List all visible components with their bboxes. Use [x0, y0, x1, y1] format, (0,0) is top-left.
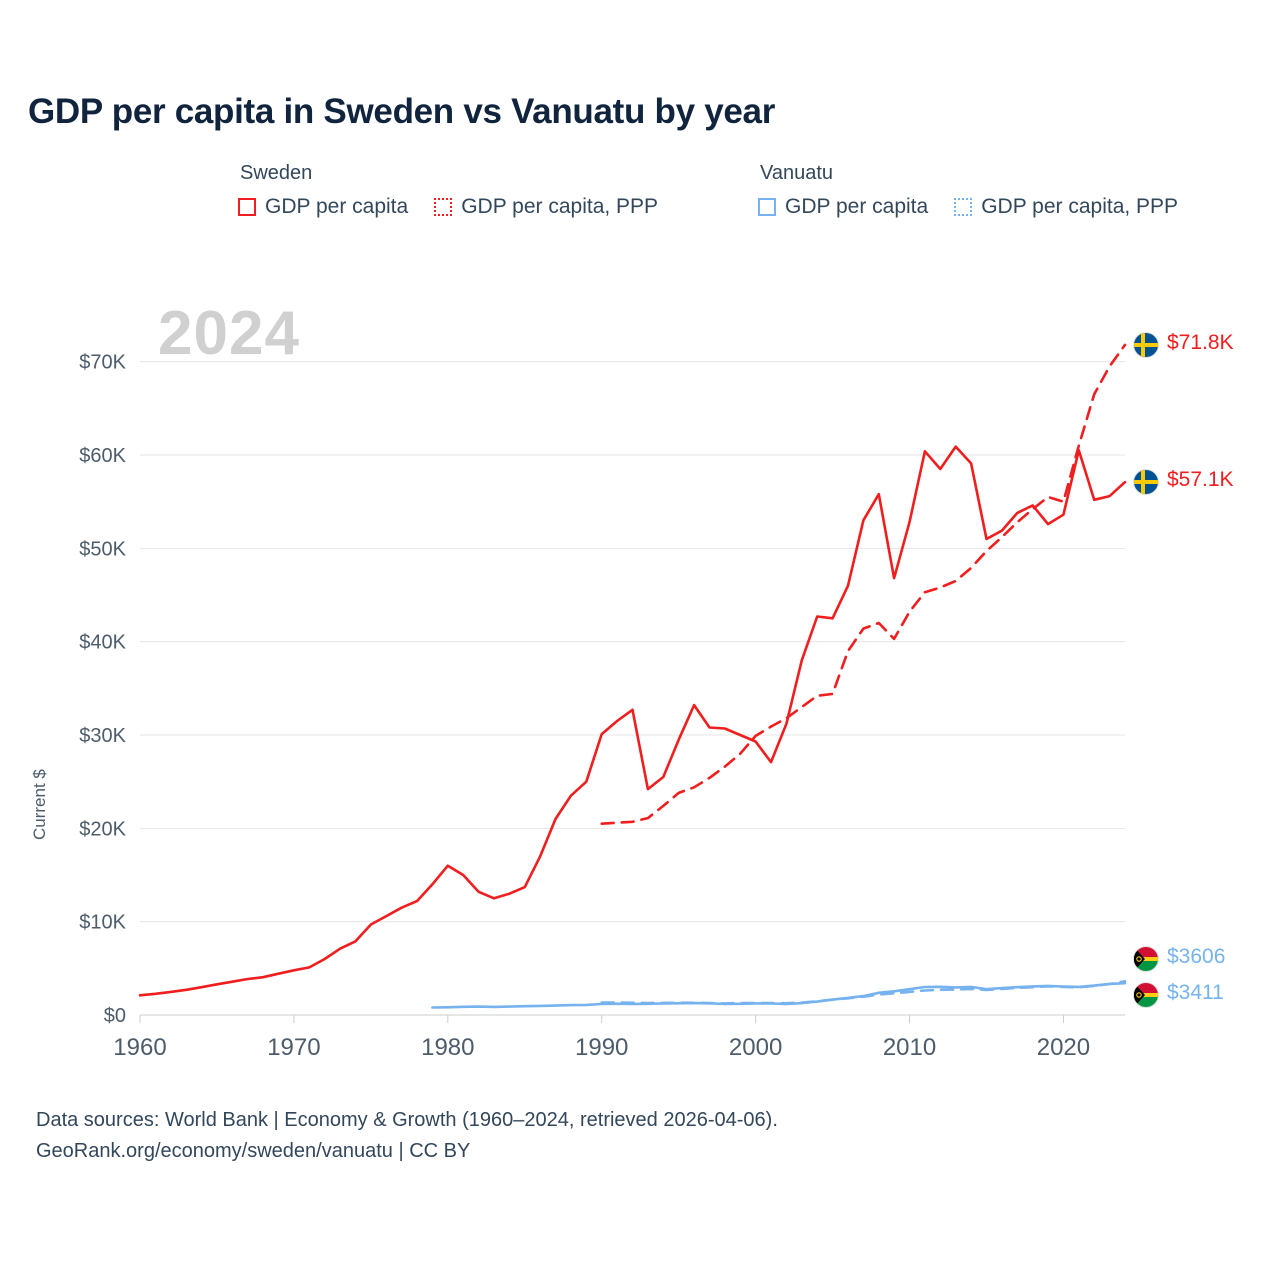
- plot-area: [0, 270, 1280, 1060]
- svg-text:$0: $0: [103, 1005, 126, 1027]
- legend-label-vanuatu-ppp: GDP per capita, PPP: [981, 195, 1179, 218]
- series-line-3: [602, 981, 1125, 1003]
- legend-item-vanuatu-ppp[interactable]: [954, 195, 1178, 219]
- svg-text:2010: 2010: [882, 1034, 937, 1060]
- sweden-flag-icon-ppp: [1133, 332, 1159, 358]
- legend-swatch-solid-red-icon: [238, 198, 256, 216]
- end-label-sweden-gdp: $57.1K: [1167, 468, 1234, 492]
- svg-text:1970: 1970: [267, 1034, 321, 1060]
- legend-swatch-solid-blue-icon: [758, 198, 776, 216]
- legend-swatch-dotted-red-icon: [434, 198, 452, 216]
- svg-text:$30K: $30K: [79, 725, 126, 747]
- y-axis-title: Current $: [30, 769, 49, 840]
- svg-text:2000: 2000: [728, 1034, 783, 1060]
- legend-group-title-sweden: Sweden: [240, 162, 313, 184]
- legend-group-sweden: [238, 162, 758, 219]
- legend-label-sweden-gdp: GDP per capita: [265, 195, 409, 218]
- legend-label-vanuatu-gdp: GDP per capita: [785, 195, 929, 218]
- end-label-vanuatu-gdp: $3411: [1167, 981, 1224, 1005]
- footer-attribution: GeoRank.org/economy/sweden/vanuatu | CC BY: [36, 1140, 471, 1162]
- vanuatu-flag-icon-gdp: [1133, 982, 1159, 1008]
- legend-group-title-vanuatu: Vanuatu: [760, 162, 834, 184]
- svg-text:$20K: $20K: [79, 818, 126, 841]
- svg-text:$10K: $10K: [79, 911, 126, 934]
- legend-item-vanuatu-gdp[interactable]: [758, 195, 928, 219]
- page-title: GDP per capita in Sweden vs Vanuatu by year: [28, 92, 776, 131]
- series-line-0: [140, 447, 1125, 996]
- svg-text:$60K: $60K: [79, 445, 126, 467]
- legend-item-sweden-ppp[interactable]: [434, 195, 658, 219]
- svg-text:$40K: $40K: [79, 631, 126, 654]
- svg-text:1990: 1990: [575, 1034, 629, 1060]
- year-watermark: 2024: [158, 299, 300, 368]
- legend-group-vanuatu: [758, 162, 1258, 219]
- chart-svg: [0, 270, 1280, 1060]
- legend-label-sweden-ppp: GDP per capita, PPP: [461, 195, 659, 218]
- svg-text:$50K: $50K: [79, 538, 126, 561]
- footer-data-sources: Data sources: World Bank | Economy & Growth (1960–2024, retrieved 2026-04-06).: [36, 1109, 778, 1131]
- series-line-1: [602, 345, 1125, 824]
- chart-legend: [238, 162, 1258, 219]
- svg-text:1980: 1980: [421, 1034, 475, 1060]
- end-label-sweden-ppp: $71.8K: [1167, 330, 1234, 354]
- svg-text:$70K: $70K: [79, 351, 126, 374]
- footer: [36, 1105, 778, 1167]
- legend-swatch-dotted-blue-icon: [954, 198, 972, 216]
- svg-text:2020: 2020: [1036, 1034, 1091, 1060]
- sweden-flag-icon-gdp: [1133, 469, 1159, 495]
- end-label-vanuatu-ppp: $3606: [1167, 945, 1226, 969]
- svg-text:1960: 1960: [113, 1034, 167, 1060]
- legend-item-sweden-gdp[interactable]: [238, 195, 408, 219]
